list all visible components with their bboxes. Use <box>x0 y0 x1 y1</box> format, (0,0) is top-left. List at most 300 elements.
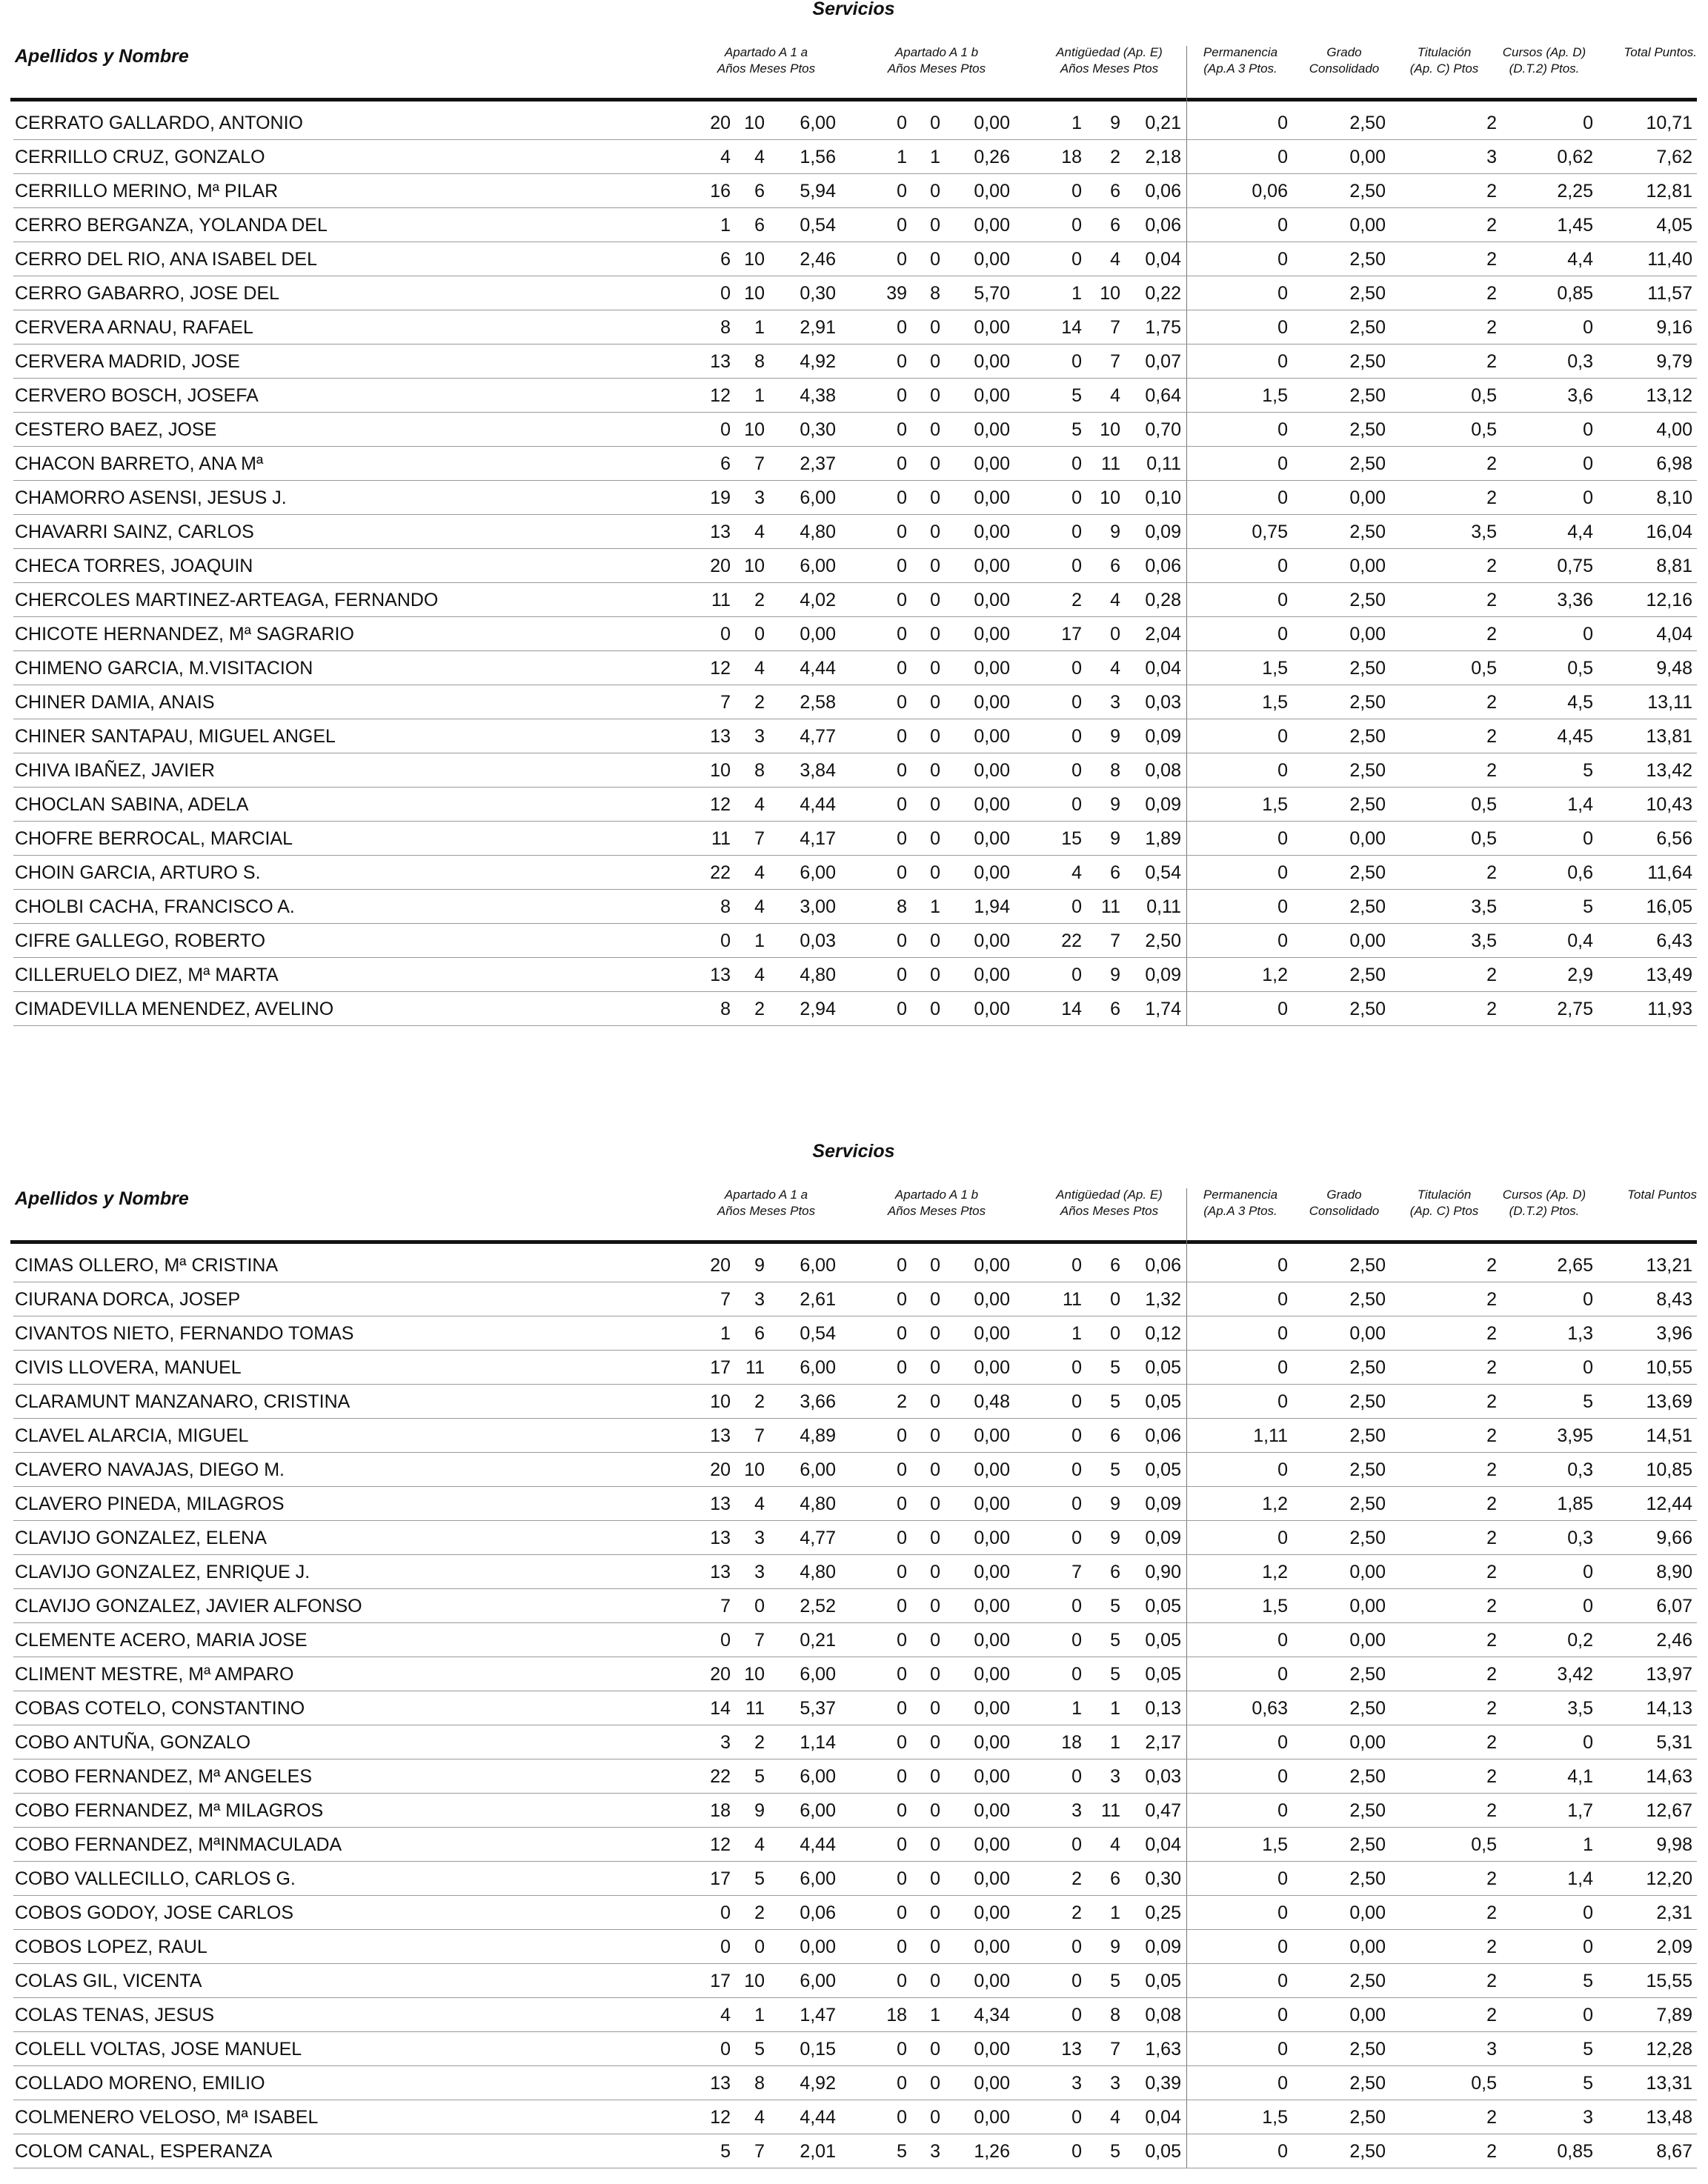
a1a-years: 1 <box>720 215 731 236</box>
a1b-points: 0,00 <box>974 930 1010 951</box>
table-row <box>10 140 1697 174</box>
antiguedad-months: 4 <box>1110 385 1120 406</box>
table-row <box>10 583 1697 617</box>
a1a-points: 6,00 <box>800 1255 836 1276</box>
grado-consolidado: 2,50 <box>1349 1800 1386 1821</box>
a1a-months: 4 <box>754 1834 765 1855</box>
a1a-months: 1 <box>754 930 765 951</box>
antiguedad-years: 4 <box>1071 862 1082 883</box>
a1a-years: 12 <box>710 385 731 406</box>
a1a-years: 20 <box>710 1255 731 1276</box>
cursos-points: 3,6 <box>1567 385 1593 406</box>
antiguedad-points: 0,08 <box>1145 760 1181 781</box>
a1a-months: 2 <box>754 1732 765 1753</box>
total-points: 13,21 <box>1646 1255 1692 1276</box>
a1b-points: 0,00 <box>974 2039 1010 2060</box>
antiguedad-years: 1 <box>1071 283 1082 304</box>
a1a-points: 4,80 <box>800 1494 836 1514</box>
column-header-name: Apellidos y Nombre <box>15 46 189 67</box>
antiguedad-points: 0,04 <box>1145 2107 1181 2128</box>
applicant-name: COLOM CANAL, ESPERANZA <box>15 2141 273 2162</box>
table-row <box>10 310 1697 344</box>
antiguedad-years: 5 <box>1071 419 1082 440</box>
a1a-years: 12 <box>710 794 731 815</box>
table-row <box>10 1998 1697 2032</box>
a1b-years: 5 <box>897 2141 907 2162</box>
column-header-line: Consolidado <box>1309 1204 1380 1218</box>
a1a-months: 2 <box>754 1391 765 1412</box>
antiguedad-months: 3 <box>1110 2073 1120 2094</box>
a1b-months: 0 <box>930 1698 940 1719</box>
table-row <box>10 685 1697 719</box>
antiguedad-months: 6 <box>1110 1425 1120 1446</box>
a1a-years: 10 <box>710 760 731 781</box>
table-row <box>10 1419 1697 1453</box>
a1b-points: 0,00 <box>974 113 1010 133</box>
a1a-months: 2 <box>754 590 765 610</box>
antiguedad-months: 8 <box>1110 2005 1120 2025</box>
a1a-points: 1,47 <box>800 2005 836 2025</box>
a1b-points: 0,00 <box>974 1937 1010 1957</box>
a1a-months: 3 <box>754 1528 765 1548</box>
titulacion-points: 2 <box>1486 215 1497 236</box>
antiguedad-months: 6 <box>1110 1562 1120 1582</box>
a1a-years: 20 <box>710 1459 731 1480</box>
antiguedad-months: 2 <box>1110 147 1120 167</box>
a1a-years: 13 <box>710 1494 731 1514</box>
a1b-years: 0 <box>897 113 907 133</box>
grado-consolidado: 2,50 <box>1349 1255 1386 1276</box>
grado-consolidado: 0,00 <box>1349 624 1386 645</box>
total-points: 9,98 <box>1656 1834 1692 1855</box>
antiguedad-years: 0 <box>1071 1494 1082 1514</box>
antiguedad-months: 9 <box>1110 113 1120 133</box>
a1b-months: 0 <box>930 1971 940 1991</box>
cursos-points: 0 <box>1583 1596 1593 1617</box>
column-header-line: (Ap.A 3 Ptos. <box>1203 1204 1277 1218</box>
antiguedad-years: 0 <box>1071 522 1082 542</box>
antiguedad-points: 0,09 <box>1145 726 1181 747</box>
a1a-months: 4 <box>754 522 765 542</box>
a1b-points: 0,00 <box>974 1630 1010 1651</box>
antiguedad-months: 4 <box>1110 590 1120 610</box>
table-row <box>10 788 1697 822</box>
a1a-points: 3,66 <box>800 1391 836 1412</box>
total-points: 13,48 <box>1646 2107 1692 2128</box>
applicant-name: CIMADEVILLA MENENDEZ, AVELINO <box>15 999 334 1019</box>
grado-consolidado: 2,50 <box>1349 2073 1386 2094</box>
a1a-years: 22 <box>710 1766 731 1787</box>
a1b-years: 0 <box>897 1766 907 1787</box>
antiguedad-months: 5 <box>1110 1664 1120 1685</box>
antiguedad-months: 6 <box>1110 556 1120 576</box>
column-header-line: Cursos (Ap. D) <box>1502 45 1586 59</box>
applicant-name: CERRATO GALLARDO, ANTONIO <box>15 113 303 133</box>
column-header-line: Total Puntos. <box>1624 45 1697 59</box>
total-points: 12,20 <box>1646 1868 1692 1889</box>
a1a-months: 0 <box>754 1937 765 1957</box>
grado-consolidado: 0,00 <box>1349 1596 1386 1617</box>
antiguedad-points: 0,05 <box>1145 1596 1181 1617</box>
a1b-years: 0 <box>897 1971 907 1991</box>
antiguedad-years: 11 <box>1063 1289 1082 1310</box>
table-row <box>10 208 1697 242</box>
a1b-months: 0 <box>930 1664 940 1685</box>
cursos-points: 2,65 <box>1557 1255 1593 1276</box>
titulacion-points: 2 <box>1486 113 1497 133</box>
a1b-years: 0 <box>897 658 907 679</box>
total-points: 2,31 <box>1656 1902 1692 1923</box>
grado-consolidado: 0,00 <box>1349 1323 1386 1344</box>
table-row <box>10 1351 1697 1385</box>
a1a-years: 19 <box>710 487 731 508</box>
antiguedad-points: 0,06 <box>1145 556 1181 576</box>
a1b-points: 0,00 <box>974 522 1010 542</box>
a1b-points: 0,00 <box>974 2073 1010 2094</box>
a1a-points: 0,00 <box>800 624 836 645</box>
table-row <box>10 1862 1697 1896</box>
a1b-years: 0 <box>897 1902 907 1923</box>
a1b-years: 0 <box>897 351 907 372</box>
a1a-points: 2,58 <box>800 692 836 713</box>
titulacion-points: 3 <box>1486 2039 1497 2060</box>
a1b-points: 0,00 <box>974 965 1010 985</box>
titulacion-points: 2 <box>1486 590 1497 610</box>
table-row <box>10 1896 1697 1930</box>
a1a-years: 22 <box>710 862 731 883</box>
antiguedad-points: 0,25 <box>1145 1902 1181 1923</box>
grado-consolidado: 2,50 <box>1349 1698 1386 1719</box>
antiguedad-years: 13 <box>1061 2039 1082 2060</box>
titulacion-points: 3 <box>1486 147 1497 167</box>
antiguedad-points: 1,74 <box>1145 999 1181 1019</box>
table-row <box>10 1589 1697 1623</box>
a1b-years: 0 <box>897 215 907 236</box>
a1a-months: 6 <box>754 181 765 202</box>
a1a-months: 3 <box>754 1289 765 1310</box>
applicant-name: CLIMENT MESTRE, Mª AMPARO <box>15 1664 294 1685</box>
a1a-months: 7 <box>754 1425 765 1446</box>
antiguedad-years: 0 <box>1071 1630 1082 1651</box>
permanencia-points: 0 <box>1277 828 1288 849</box>
antiguedad-years: 0 <box>1071 453 1082 474</box>
titulacion-points: 2 <box>1486 1868 1497 1889</box>
total-points: 8,90 <box>1656 1562 1692 1582</box>
a1a-months: 4 <box>754 2107 765 2128</box>
a1a-points: 4,92 <box>800 2073 836 2094</box>
a1b-points: 0,00 <box>974 1868 1010 1889</box>
cursos-points: 0,85 <box>1557 283 1593 304</box>
grado-consolidado: 2,50 <box>1349 999 1386 1019</box>
total-points: 13,81 <box>1646 726 1692 747</box>
permanencia-points: 0,75 <box>1252 522 1288 542</box>
titulacion-points: 2 <box>1486 999 1497 1019</box>
antiguedad-points: 1,63 <box>1145 2039 1181 2060</box>
a1a-years: 20 <box>710 556 731 576</box>
a1b-points: 0,00 <box>974 317 1010 338</box>
applicant-name: CHIMENO GARCIA, M.VISITACION <box>15 658 313 679</box>
a1b-points: 0,00 <box>974 556 1010 576</box>
a1b-years: 8 <box>897 896 907 917</box>
a1b-points: 4,34 <box>974 2005 1010 2025</box>
table-row <box>10 1316 1697 1351</box>
table-row <box>10 481 1697 515</box>
a1b-points: 0,48 <box>974 1391 1010 1412</box>
a1b-years: 2 <box>897 1391 907 1412</box>
antiguedad-points: 0,90 <box>1145 1562 1181 1582</box>
a1a-months: 10 <box>744 1971 765 1991</box>
a1a-months: 9 <box>754 1255 765 1276</box>
a1a-months: 4 <box>754 794 765 815</box>
a1b-years: 0 <box>897 1528 907 1548</box>
a1b-years: 0 <box>897 2073 907 2094</box>
total-points: 12,44 <box>1646 1494 1692 1514</box>
a1b-years: 1 <box>897 147 907 167</box>
antiguedad-months: 4 <box>1110 658 1120 679</box>
cursos-points: 0 <box>1583 2005 1593 2025</box>
antiguedad-months: 9 <box>1110 794 1120 815</box>
grado-consolidado: 2,50 <box>1349 1834 1386 1855</box>
antiguedad-years: 7 <box>1071 1562 1082 1582</box>
a1a-years: 17 <box>710 1357 731 1378</box>
a1a-points: 5,94 <box>800 181 836 202</box>
column-header-a1b <box>863 44 1011 77</box>
a1b-months: 0 <box>930 522 940 542</box>
cursos-points: 0,6 <box>1567 862 1593 883</box>
a1a-months: 7 <box>754 453 765 474</box>
cursos-points: 4,1 <box>1567 1766 1593 1787</box>
a1b-points: 0,00 <box>974 658 1010 679</box>
applicant-name: CLARAMUNT MANZANARO, CRISTINA <box>15 1391 350 1412</box>
titulacion-points: 2 <box>1486 1800 1497 1821</box>
grado-consolidado: 2,50 <box>1349 181 1386 202</box>
cursos-points: 0,62 <box>1557 147 1593 167</box>
a1a-months: 2 <box>754 999 765 1019</box>
antiguedad-years: 0 <box>1071 726 1082 747</box>
applicant-name: COBO ANTUÑA, GONZALO <box>15 1732 251 1753</box>
cursos-points: 5 <box>1583 1971 1593 1991</box>
column-header-line: Antigüedad (Ap. E) <box>1056 1188 1163 1202</box>
grado-consolidado: 2,50 <box>1349 862 1386 883</box>
antiguedad-years: 2 <box>1071 1868 1082 1889</box>
total-points: 2,09 <box>1656 1937 1692 1957</box>
antiguedad-months: 4 <box>1110 249 1120 270</box>
applicant-name: COLMENERO VELOSO, Mª ISABEL <box>15 2107 319 2128</box>
titulacion-points: 2 <box>1486 556 1497 576</box>
applicant-name: CHINER DAMIA, ANAIS <box>15 692 215 713</box>
a1b-months: 0 <box>930 385 940 406</box>
antiguedad-years: 1 <box>1071 1323 1082 1344</box>
section-title: Servicios <box>812 1141 895 1162</box>
antiguedad-years: 0 <box>1071 760 1082 781</box>
column-header-total <box>1604 1187 1697 1203</box>
a1a-years: 13 <box>710 726 731 747</box>
a1b-years: 18 <box>886 2005 907 2025</box>
a1b-months: 0 <box>930 999 940 1019</box>
cursos-points: 0 <box>1583 1357 1593 1378</box>
antiguedad-months: 3 <box>1110 692 1120 713</box>
titulacion-points: 2 <box>1486 965 1497 985</box>
grado-consolidado: 2,50 <box>1349 283 1386 304</box>
cursos-points: 0 <box>1583 419 1593 440</box>
a1b-months: 0 <box>930 1323 940 1344</box>
grado-consolidado: 2,50 <box>1349 726 1386 747</box>
permanencia-points: 1,2 <box>1262 1562 1288 1582</box>
a1a-months: 10 <box>744 283 765 304</box>
grado-consolidado: 2,50 <box>1349 2107 1386 2128</box>
table-row <box>10 992 1697 1026</box>
applicant-name: CIURANA DORCA, JOSEP <box>15 1289 241 1310</box>
applicant-name: CLAVIJO GONZALEZ, ENRIQUE J. <box>15 1562 310 1582</box>
titulacion-points: 2 <box>1486 249 1497 270</box>
a1a-months: 10 <box>744 419 765 440</box>
antiguedad-years: 0 <box>1071 2005 1082 2025</box>
antiguedad-months: 9 <box>1110 1937 1120 1957</box>
antiguedad-points: 0,05 <box>1145 2141 1181 2162</box>
antiguedad-years: 0 <box>1071 794 1082 815</box>
table-row <box>10 617 1697 651</box>
a1a-months: 4 <box>754 658 765 679</box>
titulacion-points: 3,5 <box>1471 522 1497 542</box>
a1b-months: 0 <box>930 1425 940 1446</box>
antiguedad-points: 0,28 <box>1145 590 1181 610</box>
table-row <box>10 2100 1697 2134</box>
antiguedad-points: 0,09 <box>1145 1937 1181 1957</box>
a1b-months: 0 <box>930 2039 940 2060</box>
applicant-name: CERRO BERGANZA, YOLANDA DEL <box>15 215 328 236</box>
a1b-months: 0 <box>930 658 940 679</box>
antiguedad-points: 0,05 <box>1145 1664 1181 1685</box>
a1a-months: 11 <box>745 1698 765 1719</box>
a1b-months: 0 <box>930 1902 940 1923</box>
total-points: 9,66 <box>1656 1528 1692 1548</box>
a1b-points: 0,00 <box>974 726 1010 747</box>
titulacion-points: 2 <box>1486 1902 1497 1923</box>
applicant-name: CLAVEL ALARCIA, MIGUEL <box>15 1425 249 1446</box>
column-header-grado <box>1292 44 1396 77</box>
antiguedad-months: 5 <box>1110 1630 1120 1651</box>
antiguedad-points: 1,75 <box>1145 317 1181 338</box>
a1a-points: 2,01 <box>800 2141 836 2162</box>
total-points: 14,63 <box>1646 1766 1692 1787</box>
antiguedad-points: 0,21 <box>1145 113 1181 133</box>
a1b-months: 1 <box>930 2005 940 2025</box>
titulacion-points: 2 <box>1486 1937 1497 1957</box>
cursos-points: 0 <box>1583 1937 1593 1957</box>
applicant-name: CHERCOLES MARTINEZ-ARTEAGA, FERNANDO <box>15 590 439 610</box>
a1b-points: 0,00 <box>974 181 1010 202</box>
total-points: 4,00 <box>1656 419 1692 440</box>
applicant-name: CHOFRE BERROCAL, MARCIAL <box>15 828 293 849</box>
antiguedad-months: 1 <box>1110 1732 1120 1753</box>
antiguedad-points: 0,05 <box>1145 1630 1181 1651</box>
a1a-months: 6 <box>754 1323 765 1344</box>
a1b-points: 0,00 <box>974 1698 1010 1719</box>
cursos-points: 1,45 <box>1557 215 1593 236</box>
column-header-a1a <box>692 44 840 77</box>
table-row <box>10 1487 1697 1521</box>
cursos-points: 0 <box>1583 828 1593 849</box>
grado-consolidado: 0,00 <box>1349 487 1386 508</box>
a1a-years: 11 <box>711 590 731 610</box>
a1a-years: 4 <box>720 2005 731 2025</box>
a1b-months: 0 <box>930 760 940 781</box>
table-row <box>10 1385 1697 1419</box>
antiguedad-years: 0 <box>1071 1357 1082 1378</box>
applicant-name: COLLADO MORENO, EMILIO <box>15 2073 265 2094</box>
antiguedad-years: 18 <box>1061 147 1082 167</box>
a1b-years: 0 <box>897 1664 907 1685</box>
antiguedad-years: 0 <box>1071 1937 1082 1957</box>
permanencia-points: 0 <box>1277 283 1288 304</box>
a1b-years: 0 <box>897 828 907 849</box>
a1a-points: 4,92 <box>800 351 836 372</box>
table-row <box>10 344 1697 379</box>
a1a-months: 9 <box>754 1800 765 1821</box>
antiguedad-years: 15 <box>1061 828 1082 849</box>
table-row <box>10 276 1697 310</box>
cursos-points: 4,5 <box>1567 692 1593 713</box>
a1b-points: 0,00 <box>974 1766 1010 1787</box>
a1a-months: 7 <box>754 1630 765 1651</box>
permanencia-points: 0 <box>1277 1528 1288 1548</box>
a1b-years: 0 <box>897 522 907 542</box>
permanencia-points: 1,5 <box>1262 1596 1288 1617</box>
a1a-points: 6,00 <box>800 556 836 576</box>
a1b-points: 0,00 <box>974 1664 1010 1685</box>
a1b-years: 0 <box>897 249 907 270</box>
titulacion-points: 2 <box>1486 1357 1497 1378</box>
a1b-points: 0,00 <box>974 590 1010 610</box>
a1b-years: 0 <box>897 1255 907 1276</box>
applicant-name: COBOS GODOY, JOSE CARLOS <box>15 1902 294 1923</box>
antiguedad-months: 1 <box>1110 1698 1120 1719</box>
a1b-years: 0 <box>897 692 907 713</box>
a1b-years: 0 <box>897 1732 907 1753</box>
cursos-points: 1 <box>1583 1834 1593 1855</box>
titulacion-points: 2 <box>1486 453 1497 474</box>
table-row <box>10 1623 1697 1657</box>
grado-consolidado: 0,00 <box>1349 1630 1386 1651</box>
table-row <box>10 1521 1697 1555</box>
total-points: 16,05 <box>1646 896 1692 917</box>
a1a-months: 6 <box>754 215 765 236</box>
a1b-points: 5,70 <box>974 283 1010 304</box>
a1a-years: 13 <box>710 1528 731 1548</box>
antiguedad-months: 5 <box>1110 1971 1120 1991</box>
antiguedad-points: 0,09 <box>1145 1528 1181 1548</box>
a1b-months: 0 <box>930 828 940 849</box>
column-header-tit <box>1396 1187 1492 1219</box>
a1b-months: 0 <box>930 862 940 883</box>
a1b-months: 0 <box>930 624 940 645</box>
a1a-years: 0 <box>720 1937 731 1957</box>
antiguedad-points: 0,09 <box>1145 794 1181 815</box>
a1a-months: 4 <box>754 147 765 167</box>
a1a-years: 0 <box>720 1630 731 1651</box>
titulacion-points: 2 <box>1486 1459 1497 1480</box>
total-points: 11,40 <box>1647 249 1692 270</box>
a1a-years: 13 <box>710 965 731 985</box>
applicant-name: COLAS GIL, VICENTA <box>15 1971 202 1991</box>
permanencia-points: 0 <box>1277 1357 1288 1378</box>
titulacion-points: 2 <box>1486 1528 1497 1548</box>
a1b-years: 0 <box>897 760 907 781</box>
table-row <box>10 1725 1697 1759</box>
grado-consolidado: 2,50 <box>1349 522 1386 542</box>
total-points: 10,71 <box>1646 113 1692 133</box>
titulacion-points: 2 <box>1486 1971 1497 1991</box>
